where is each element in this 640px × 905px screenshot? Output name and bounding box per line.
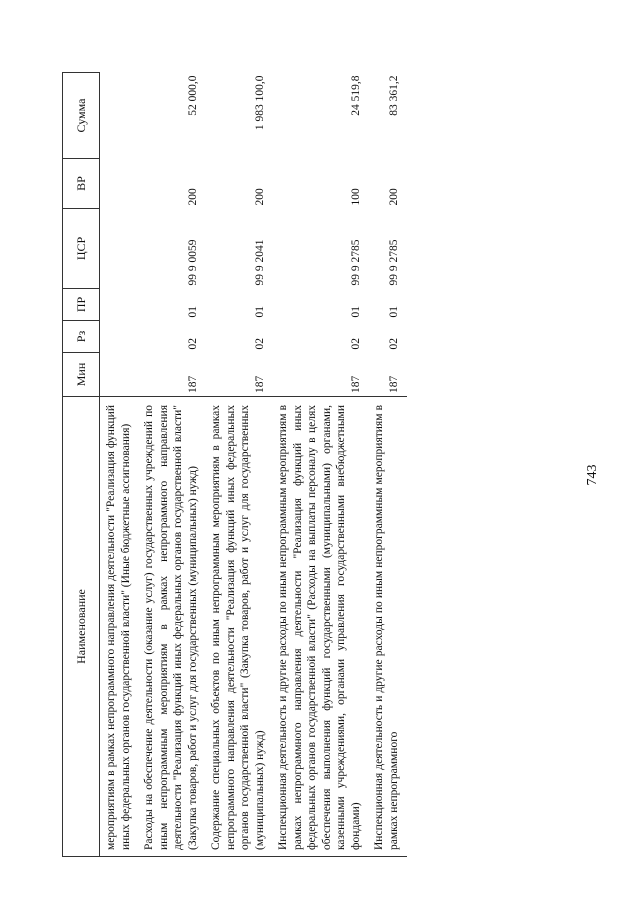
budget-table <box>62 72 407 857</box>
header-vr: ВР <box>63 159 100 209</box>
page-number: 743 <box>585 464 600 486</box>
row-pr: 01 <box>387 306 400 318</box>
row-pr: 01 <box>349 306 362 318</box>
row-pr: 01 <box>186 306 199 318</box>
row-vr <box>100 159 140 209</box>
header-csr: ЦСР <box>63 209 100 289</box>
row-rz: 02 <box>387 338 400 350</box>
row-min: 187 <box>387 375 400 393</box>
row-sum: 83 361,2 <box>387 75 400 116</box>
row-min <box>100 353 140 397</box>
row-sum <box>100 73 140 159</box>
row-sum: 52 000,0 <box>186 75 199 116</box>
table-row <box>273 73 369 857</box>
row-rz: 02 <box>253 338 266 350</box>
row-sum: 1 983 100,0 <box>253 75 266 131</box>
row-vr: 200 <box>186 188 199 206</box>
header-min: Мин <box>63 353 100 397</box>
row-rz <box>100 321 140 353</box>
row-csr: 99 9 2041 <box>253 239 266 286</box>
row-name: Инспекционная деятельность и другие расходы по иным непрограммным мероприятиям в рамках непрограммного <box>369 397 407 857</box>
row-pr <box>100 289 140 321</box>
row-name: мероприятиям в рамках непрограммного направления деятельности "Реализация функций иных федеральных органов государственной власти" (Иные бюджетные ассигнования) <box>100 397 140 857</box>
row-csr: 99 9 2785 <box>387 239 400 286</box>
header-sum: Сумма <box>63 73 100 159</box>
table-row <box>100 73 140 857</box>
row-rz: 02 <box>349 338 362 350</box>
row-name: Инспекционная деятельность и другие расходы по иным непрограммным мероприятиям в рамках непрограммного направления деятельности "Реализация функций иных федеральных органов государственной власти" (Расходы на выплаты персоналу в целях обеспечения выполнения функций государственными (муниципальными) органами, казенными учреждениями, органами управления государственными внебюджетными фондами) <box>273 397 369 857</box>
row-vr: 200 <box>387 188 400 206</box>
header-name: Наименование <box>63 397 100 857</box>
table-row <box>139 73 206 857</box>
row-sum: 24 519,8 <box>349 75 362 116</box>
table-row <box>206 73 273 857</box>
row-vr: 100 <box>349 188 362 206</box>
row-pr: 01 <box>253 306 266 318</box>
row-csr <box>100 209 140 289</box>
row-min: 187 <box>253 375 266 393</box>
row-vr: 200 <box>253 188 266 206</box>
table-row <box>369 73 407 857</box>
row-name: Расходы на обеспечение деятельности (оказание услуг) государственных учреждений по иным непрограммным мероприятиям в рамках непрограммного направления деятельности "Реализация функций иных федеральных органов государственной власти" (Закупка товаров, работ и услуг для государственных (муниципальных) нужд) <box>139 397 206 857</box>
row-min: 187 <box>186 375 199 393</box>
header-pr: ПР <box>63 289 100 321</box>
row-min: 187 <box>349 375 362 393</box>
row-csr: 99 9 2785 <box>349 239 362 286</box>
row-rz: 02 <box>186 338 199 350</box>
row-name: Содержание специальных объектов по иным непрограммным мероприятиям в рамках непрограммного направления деятельности "Реализация функций иных федеральных органов государственной власти" (Закупка товаров, работ и услуг для государственных (муниципальных) нужд) <box>206 397 273 857</box>
row-csr: 99 9 0059 <box>186 239 199 286</box>
header-rz: Рз <box>63 321 100 353</box>
table-header-row <box>63 73 100 857</box>
